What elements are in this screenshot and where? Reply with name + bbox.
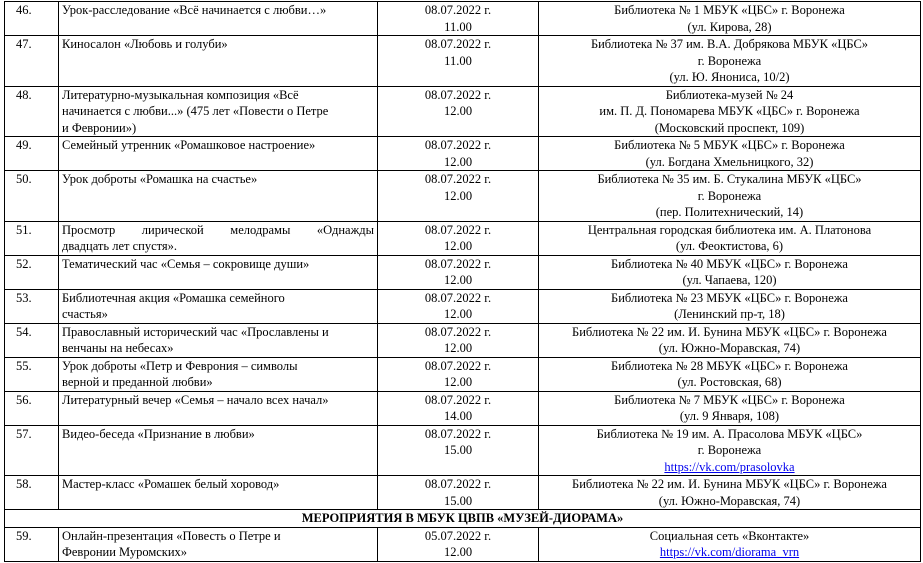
event-title — [59, 391, 378, 425]
venue-line: (пер. Политехнический, 14) — [655, 205, 804, 219]
venue-line: г. Воронежа — [697, 443, 762, 457]
event-title-line: Урок доброты «Ромашка на счастье» — [62, 172, 258, 186]
venue-line: Библиотека-музей № 24 — [665, 87, 794, 102]
event-date-time — [378, 527, 539, 561]
table-row — [5, 323, 921, 357]
event-date-time — [378, 255, 539, 289]
event-title-line: Видео-беседа «Признание в любви» — [62, 426, 255, 441]
event-date-time — [378, 289, 539, 323]
event-title — [59, 289, 378, 323]
event-date: 08.07.2022 г. — [424, 324, 492, 339]
venue-line: Центральная городская библиотека им. А. Платонова — [587, 222, 872, 237]
event-date: 08.07.2022 г. — [424, 172, 492, 186]
table-row — [5, 391, 921, 425]
event-time: 12.00 — [443, 154, 473, 169]
event-date-time — [378, 221, 539, 255]
event-title — [59, 2, 378, 36]
event-date-time — [378, 323, 539, 357]
event-date: 05.07.2022 г. — [424, 528, 492, 543]
event-date: 08.07.2022 г. — [424, 256, 492, 271]
venue-line: Библиотека № 28 МБУК «ЦБС» г. Воронежа — [611, 358, 848, 373]
venue-link[interactable]: https://vk.com/prasolovka — [664, 459, 795, 474]
event-venue — [539, 289, 921, 323]
event-date: 08.07.2022 г. — [424, 290, 492, 305]
table-row — [5, 425, 921, 476]
row-number: 52. — [5, 255, 59, 289]
event-time: 12.00 — [443, 375, 473, 389]
row-number: 46. — [5, 2, 59, 36]
venue-line: (ул. Ю. Янониса, 10/2) — [669, 70, 790, 84]
venue-line: (Ленинский пр-т, 18) — [674, 307, 785, 321]
row-number: 54. — [5, 323, 59, 357]
event-title-line: и Февронии») — [62, 120, 137, 135]
section-body — [5, 510, 921, 528]
table-row — [5, 289, 921, 323]
row-number: 59. — [5, 527, 59, 561]
row-number: 51. — [5, 221, 59, 255]
venue-line: (ул. Чапаева, 120) — [682, 273, 777, 287]
row-number: 48. — [5, 86, 59, 137]
row-number: 55. — [5, 357, 59, 391]
row-number: 56. — [5, 391, 59, 425]
table-row — [5, 357, 921, 391]
row-number: 58. — [5, 476, 59, 510]
event-title-line: Тематический час «Семья – сокровище души» — [62, 256, 310, 271]
row-number: 53. — [5, 289, 59, 323]
venue-line: (ул. Ростовская, 68) — [677, 375, 782, 389]
table-row — [5, 527, 921, 561]
event-venue — [539, 527, 921, 561]
venue-line: (ул. Феоктистова, 6) — [675, 239, 784, 253]
table-row — [5, 476, 921, 510]
event-title-line: Февронии Муромских» — [62, 545, 188, 559]
event-venue — [539, 221, 921, 255]
venue-line: Библиотека № 40 МБУК «ЦБС» г. Воронежа — [611, 256, 848, 271]
event-title-line: Библиотечная акция «Ромашка семейного — [62, 290, 285, 305]
section-title: МЕРОПРИЯТИЯ В МБУК ЦВПВ «МУЗЕЙ-ДИОРАМА» — [5, 510, 921, 528]
table-row — [5, 36, 921, 87]
event-date-time — [378, 137, 539, 171]
event-date-time — [378, 391, 539, 425]
venue-link[interactable]: https://vk.com/diorama_vrn — [659, 545, 800, 559]
event-venue — [539, 36, 921, 87]
event-title-line: Мастер-класс «Ромашек белый хоровод» — [62, 477, 280, 491]
venue-line: Библиотека № 5 МБУК «ЦБС» г. Воронежа — [614, 138, 845, 152]
event-title — [59, 323, 378, 357]
event-date-time — [378, 36, 539, 87]
table-row — [5, 2, 921, 36]
table-row — [5, 221, 921, 255]
event-venue — [539, 357, 921, 391]
event-venue — [539, 86, 921, 137]
event-venue — [539, 137, 921, 171]
event-date-time — [378, 476, 539, 510]
event-title — [59, 171, 378, 222]
event-title-line: Семейный утренник «Ромашковое настроение» — [62, 138, 316, 152]
events-table — [4, 1, 921, 562]
event-title — [59, 476, 378, 510]
event-date-time — [378, 171, 539, 222]
event-title — [59, 86, 378, 137]
venue-line: Библиотека № 7 МБУК «ЦБС» г. Воронежа — [614, 392, 845, 407]
event-date: 08.07.2022 г. — [424, 358, 492, 373]
venue-line: (ул. Богдана Хмельницкого, 32) — [645, 154, 814, 169]
event-title-line: Православный исторический час «Прославлены и — [62, 324, 329, 339]
venue-line: (ул. Кирова, 28) — [687, 19, 772, 34]
event-title — [59, 425, 378, 476]
table-row — [5, 137, 921, 171]
event-title — [59, 357, 378, 391]
section-header-row — [5, 510, 921, 528]
event-venue — [539, 391, 921, 425]
row-number: 50. — [5, 171, 59, 222]
event-title — [59, 36, 378, 87]
venue-line: Социальная сеть «Вконтакте» — [649, 528, 810, 543]
event-venue — [539, 2, 921, 36]
event-date-time — [378, 2, 539, 36]
venue-line: Библиотека № 37 им. В.А. Добрякова МБУК «ЦБС» — [590, 37, 869, 51]
event-venue — [539, 476, 921, 510]
event-time: 12.00 — [443, 307, 473, 321]
venue-line: (ул. Южно-Моравская, 74) — [658, 341, 801, 355]
event-time: 12.00 — [443, 188, 473, 203]
event-title-line: Литературный вечер «Семья – начало всех начал» — [62, 392, 329, 407]
event-venue — [539, 323, 921, 357]
row-number: 47. — [5, 36, 59, 87]
event-date: 08.07.2022 г. — [424, 87, 492, 102]
events-table-body — [5, 2, 921, 510]
event-venue — [539, 255, 921, 289]
table-row — [5, 255, 921, 289]
venue-line: (ул. Южно-Моравская, 74) — [658, 493, 801, 508]
venue-line: Библиотека № 35 им. Б. Стукалина МБУК «ЦБС» — [597, 172, 862, 186]
row-number: 57. — [5, 425, 59, 476]
event-title-line: верной и преданной любви» — [62, 375, 213, 389]
venue-line: Библиотека № 19 им. А. Прасолова МБУК «ЦБС» — [596, 426, 863, 441]
event-title — [59, 221, 378, 255]
row-number: 49. — [5, 137, 59, 171]
event-time: 15.00 — [443, 443, 473, 457]
table-row — [5, 171, 921, 222]
event-title-line: счастья» — [62, 307, 108, 321]
event-title-line: Онлайн-презентация «Повесть о Петре и — [62, 528, 281, 543]
event-title — [59, 137, 378, 171]
event-title-line: Литературно-музыкальная композиция «Всё — [62, 87, 299, 102]
event-time: 12.00 — [443, 239, 473, 253]
event-date-time — [378, 86, 539, 137]
events-table-sheet — [4, 1, 920, 562]
event-date: 08.07.2022 г. — [424, 3, 492, 17]
event-date: 08.07.2022 г. — [424, 477, 492, 491]
event-time: 15.00 — [443, 493, 473, 508]
venue-line: Библиотека № 23 МБУК «ЦБС» г. Воронежа — [611, 290, 848, 305]
events-table-body-after — [5, 527, 921, 561]
venue-line: (ул. 9 Января, 108) — [679, 409, 780, 423]
event-date: 08.07.2022 г. — [424, 392, 492, 407]
venue-line: (Московский проспект, 109) — [654, 120, 805, 135]
event-title-line: начинается с любви...» (475 лет «Повести о Петре — [62, 104, 329, 118]
event-time: 12.00 — [443, 545, 473, 559]
venue-line: Библиотека № 1 МБУК «ЦБС» г. Воронежа — [614, 3, 845, 17]
event-time: 14.00 — [443, 409, 473, 423]
event-date: 08.07.2022 г. — [424, 222, 492, 237]
venue-line: г. Воронежа — [697, 188, 762, 203]
event-time: 12.00 — [443, 273, 473, 287]
venue-line: Библиотека № 22 им. И. Бунина МБУК «ЦБС» г. Воронежа — [572, 477, 887, 491]
event-venue — [539, 425, 921, 476]
event-venue — [539, 171, 921, 222]
event-date: 08.07.2022 г. — [424, 426, 492, 441]
event-title-line: Урок доброты «Петр и Феврония – символы — [62, 358, 298, 373]
event-time: 12.00 — [443, 341, 473, 355]
table-row — [5, 86, 921, 137]
event-title — [59, 255, 378, 289]
event-time: 11.00 — [444, 53, 472, 68]
venue-line: Библиотека № 22 им. И. Бунина МБУК «ЦБС» г. Воронежа — [572, 324, 887, 339]
event-title-line: Урок-расследование «Всё начинается с любви…» — [62, 3, 327, 17]
event-title — [59, 527, 378, 561]
event-date: 08.07.2022 г. — [424, 138, 492, 152]
event-title-line: двадцать лет спустя». — [62, 239, 178, 253]
event-title-line: Киносалон «Любовь и голуби» — [62, 37, 228, 51]
event-date-time — [378, 357, 539, 391]
event-date: 08.07.2022 г. — [424, 37, 492, 51]
event-date-time — [378, 425, 539, 476]
event-title-line: Просмотр лирической мелодрамы «Однажды — [62, 222, 374, 237]
event-time: 12.00 — [443, 104, 473, 118]
venue-line: г. Воронежа — [697, 53, 762, 68]
event-time: 11.00 — [444, 19, 472, 34]
event-title-line: венчаны на небесах» — [62, 341, 174, 355]
venue-line: им. П. Д. Пономарева МБУК «ЦБС» г. Воронежа — [599, 104, 860, 118]
